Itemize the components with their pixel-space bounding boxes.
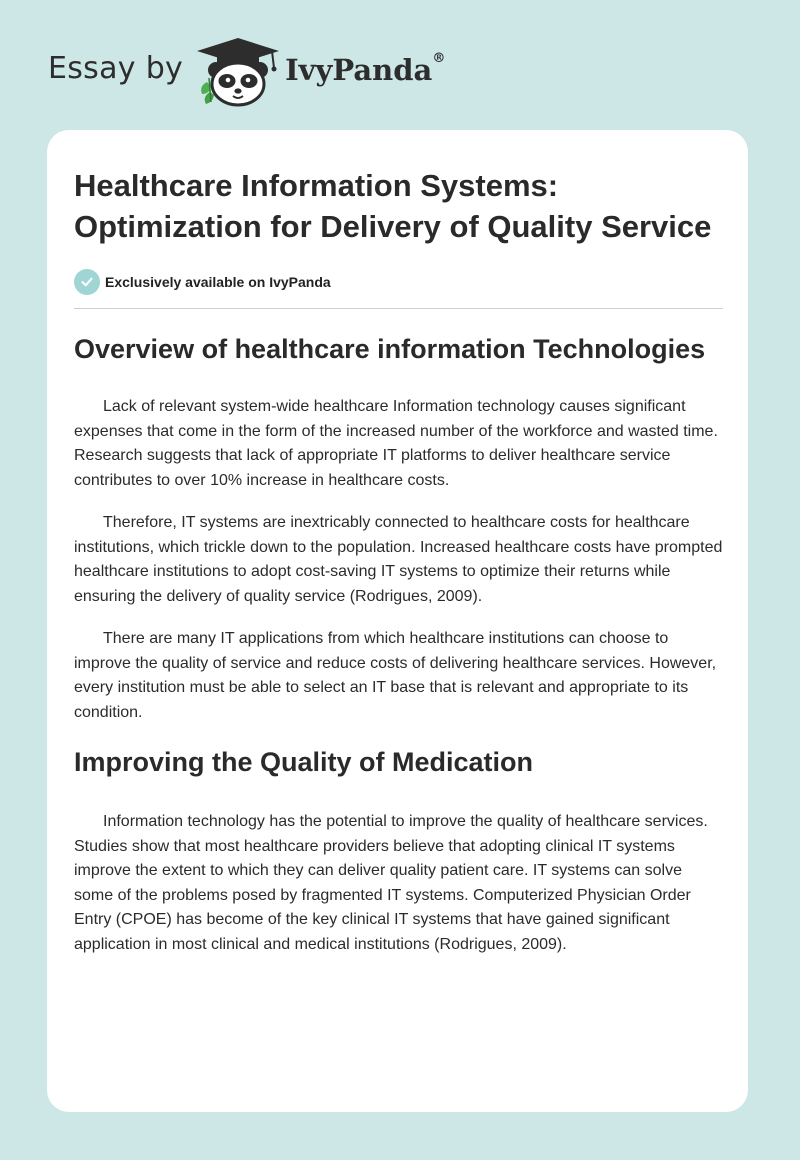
exclusive-badge	[74, 269, 724, 295]
section-heading: Improving the Quality of Medication	[74, 747, 534, 777]
paragraph: There are many IT applications from which healthcare institutions can choose to improve the quality of service and reduce costs of delivering healthcare services. However, every institution must be able to select an IT base that is relevant and appropriate to its condition.	[74, 630, 717, 721]
badge-label: Exclusively available on IvyPanda	[105, 274, 331, 290]
brand-name[interactable]	[285, 53, 445, 87]
registered-mark: ®	[432, 51, 446, 66]
paragraph: Therefore, IT systems are inextricably connected to healthcare costs for healthcare institutions, which trickle down to the population. Increased healthcare costs have prompted healthcare institutions to adopt cost-saving IT systems to optimize their returns while ensuring the delivery of quality service (Rodrigues, 2009).	[74, 514, 723, 605]
article-content	[74, 130, 724, 957]
brand-label: IvyPanda	[285, 53, 433, 87]
check-circle-icon	[74, 269, 100, 295]
article-card	[47, 130, 748, 1112]
site-header	[48, 34, 445, 108]
essay-by-label: Essay by	[48, 50, 184, 86]
article-title: Healthcare Information Systems: Optimization for Delivery of Quality Service	[74, 168, 712, 244]
section-heading: Overview of healthcare information Technologies	[74, 334, 706, 364]
title-divider	[74, 308, 723, 309]
ivypanda-logo-icon[interactable]	[195, 34, 281, 108]
paragraph: Lack of relevant system-wide healthcare Information technology causes significant expenses that come in the form of the increased number of the workforce and wasted time. Research suggests that lack of appropriate IT platforms to deliver healthcare service contributes to over 10% increase in healthcare costs.	[74, 398, 718, 489]
paragraph: Information technology has the potential to improve the quality of healthcare services. Studies show that most healthcare providers believe that adopting clinical IT systems improve the extent to which they can deliver quality patient care. IT systems can solve some of the problems posed by fragmented IT systems. Computerized Physician Order Entry (CPOE) has become of the key clinical IT systems that have gained significant application in most clinical and medical institutions (Rodrigues, 2009).	[74, 813, 708, 953]
